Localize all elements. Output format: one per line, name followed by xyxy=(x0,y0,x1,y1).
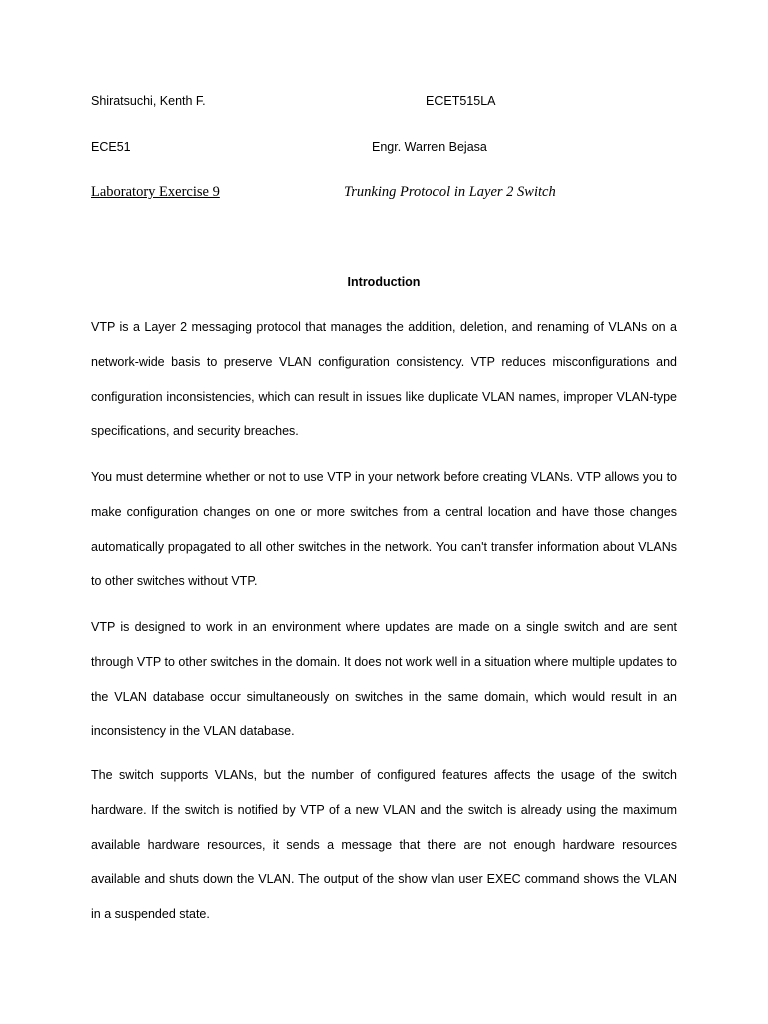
paragraph-1: VTP is a Layer 2 messaging protocol that manages the addition, deletion, and renaming of VLANs on a network-wide basis to preserve VLAN configuration consistency. VTP reduces misconfigurations and configuration inconsistencies, which can result in issues like duplicate VLAN names, improper VLAN-type specifications, and security breaches. xyxy=(91,320,677,439)
paragraph-2: You must determine whether or not to use VTP in your network before creating VLANs. VTP allows you to make configuration changes on one or more switches from a central location and have those changes automatically propagated to all other switches in the network. You can't transfer information about VLANs to other switches without VTP. xyxy=(91,470,677,589)
exercise-label: Laboratory Exercise 9 xyxy=(91,184,220,200)
paragraph-3: VTP is designed to work in an environment where updates are made on a single switch and are sent through VTP to other switches in the domain. It does not work well in a situation where multiple updates to the VLAN database occur simultaneously on switches in the same domain, which would result in an inconsistency in the VLAN database. xyxy=(91,620,677,739)
instructor-name: Engr. Warren Bejasa xyxy=(372,140,487,154)
section-title: Introduction xyxy=(347,275,421,289)
course-code: ECET515LA xyxy=(426,94,496,108)
section-code: ECE51 xyxy=(91,140,131,154)
student-name: Shiratsuchi, Kenth F. xyxy=(91,94,206,108)
exercise-title: Trunking Protocol in Layer 2 Switch xyxy=(344,184,556,200)
paragraph-4: The switch supports VLANs, but the number of configured features affects the usage of the switch hardware. If the switch is notified by VTP of a new VLAN and the switch is already using the maximum available hardware resources, it sends a message that there are not enough hardware resources available and shuts down the VLAN. The output of the show vlan user EXEC command shows the VLAN in a suspended state. xyxy=(91,768,677,922)
